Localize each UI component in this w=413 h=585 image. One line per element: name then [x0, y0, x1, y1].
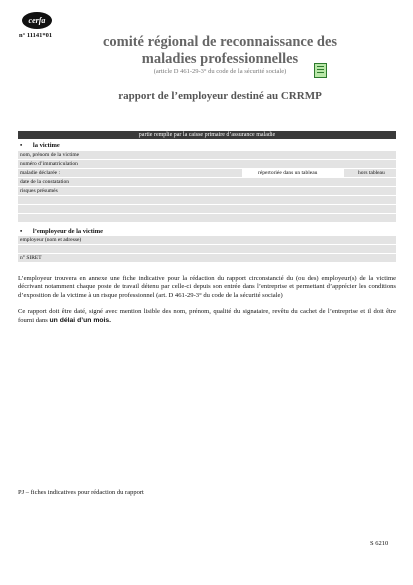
instructions-paragraph-2: Ce rapport doit être daté, signé avec mention lisible des nom, prénom, qualité du signataire, revêtu du cachet de l’entreprise et il doit être fourni dans un délai d’un mois. [18, 308, 396, 324]
bullet-icon: • [20, 228, 23, 235]
option-hors-tableau[interactable]: hors tableau [358, 170, 385, 176]
page-title [60, 34, 380, 68]
employer-section-title: • l’employeur de la victime [20, 228, 104, 235]
document-icon [314, 63, 327, 78]
victim-immatriculation-field[interactable]: numéro d’immatriculation [18, 160, 396, 168]
date-constatation-field[interactable]: date de la constatation [18, 178, 396, 186]
maladie-declaree-field[interactable]: maladie déclarée : répertoriée dans un tableau hors tableau [18, 169, 396, 177]
title-line-1: comité régional de reconnaissance des [102, 34, 338, 50]
form-number: n° 11141*01 [19, 32, 53, 39]
attachments-note: PJ – fiches indicatives pour rédaction du rapport [18, 489, 144, 496]
instructions-text [18, 275, 396, 333]
blank-row[interactable] [18, 196, 396, 204]
blank-row[interactable] [18, 205, 396, 213]
blank-row[interactable] [18, 214, 396, 222]
option-repertoriee[interactable]: répertoriée dans un tableau [258, 170, 318, 176]
bullet-icon: • [20, 142, 23, 149]
form-band: partie remplie par la caisse primaire d’assurance maladie [18, 131, 396, 139]
risques-presumes-field[interactable]: risques présumés [18, 187, 396, 195]
document-code: S 6210 [370, 540, 389, 547]
report-heading: rapport de l’employeur destiné au CRRMP [118, 90, 322, 102]
deadline-text: un délai d’un mois. [49, 316, 112, 324]
title-line-2: maladies professionnelles [141, 51, 299, 67]
employer-name-field[interactable]: employeur (nom et adresse) [18, 236, 396, 244]
instructions-paragraph-1: L’employeur trouvera en annexe une fiche indicative pour la rédaction du rapport circonstancié du (ou des) employeur(s) de la victime décrivant notamment chaque poste de travail détenu par celle-ci depuis son entrée dans l’entreprise et permettant d’apprécier les conditions d’exposition de la victime à un risque professionnel (art. D 461-29-3° du code de la sécurité sociale) [18, 275, 396, 299]
employer-address-field[interactable] [18, 245, 396, 253]
victim-section-title: • la victime [20, 142, 60, 149]
victim-name-field[interactable]: nom, prénom de la victime [18, 151, 396, 159]
cerfa-logo: cerfa [22, 12, 52, 29]
siret-field[interactable]: n° SIRET [18, 254, 396, 262]
law-reference: (article D 461-29-3° du code de la sécurité sociale) [153, 68, 287, 75]
